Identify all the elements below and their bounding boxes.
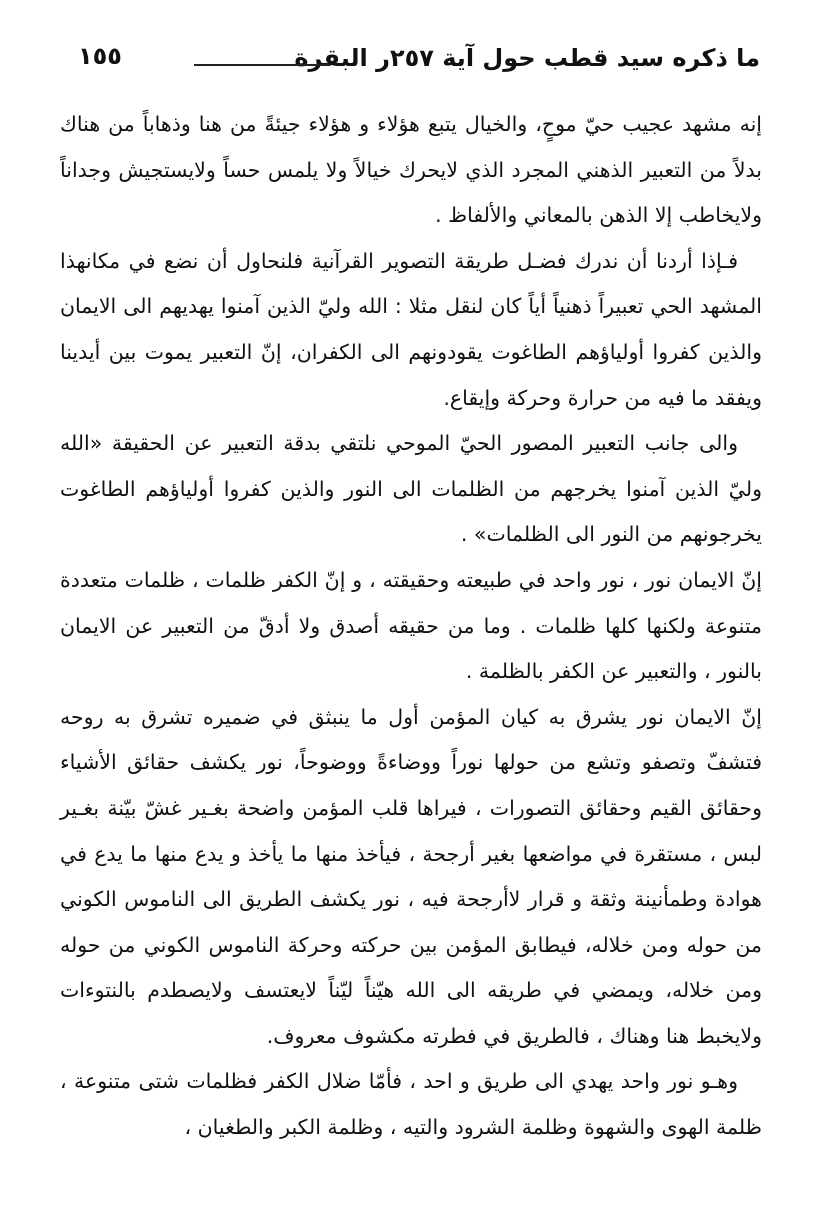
paragraph: وهـو نور واحد يهدي الى طريق و احد ، فأمّا ضلال الكفر فظلمات شتى متنوعة ، ظلمة الهوى والشهوة وظلمة الشرود والتيه ، وظلمة الكبر والطغيان ، (60, 1069, 762, 1140)
paragraph: فـإذا أردنا أن ندرك فضـل طريقة التصوير القرآنية فلنحاول أن نضع في مكانهذا المشهد الحي تعبيراً ذهنياً أياً كان لنقل مثلا : الله وليّ الذين آمنوا يهديهم الى الايمان والذين كفروا أولياؤهم الطاغوت يقودونهم الى الكفران، إنّ التعبير يموت بين أيدينا ويفقد ما فيه من حرارة وحركة وإيقاع. (60, 248, 762, 410)
paragraph: والى جانب التعبير المصور الحيّ الموحي نلتقي بدقة التعبير عن الحقيقة «الله وليّ الذين آمنوا يخرجهم من الظلمات الى النور والذين كفروا أولياؤهم الطاغوت يخرجونهم من النور الى الظلمات» . (60, 431, 762, 547)
body-text (60, 102, 762, 1151)
page-number: ١٥٥ (78, 42, 122, 70)
running-header-title: ما ذكره سيد قطب حول آية ٢٥٧ر البقرة (294, 44, 760, 72)
running-header (60, 40, 762, 80)
paragraph: إنه مشهد عجيب حيّ موحٍ، والخيال يتبع هؤلاء و هؤلاء جيئةً من هنا وذهاباً من هناك بدلاً من التعبير الذهني المجرد الذي لايحرك خيالاً ولا يلمس حساً ولايستجيش وجداناً ولايخاطب إلا الذهن بالمعاني والألفاظ . (60, 112, 762, 228)
paragraph: إنّ الايمان نور يشرق به كيان المؤمن أول ما ينبثق في ضميره تشرق به روحه فتشفّ وتصفو وتشع من حولها نوراً ووضاءةً ووضوحاً، نور يكشف حقائق الأشياء وحقائق القيم وحقائق التصورات ، فيراها قلب المؤمن واضحة بغـير غشّ بيّنة بغـير لبس ، مستقرة في مواضعها بغير أرجحة ، فيأخذ منها ما يأخذ و يدع منها ما يدع في هوادة وطمأنينة وثقة و قرار لاأرجحة فيه ، نور يكشف الطريق الى الناموس الكوني من حوله ومن خلاله، فيطابق المؤمن بين حركته وحركة الناموس الكوني من حوله ومن خلاله، ويمضي في طريقه الى الله هيّناً ليّناً لايعتسف ولايصطدم بالنتوءات ولايخبط هنا وهناك ، فالطريق في فطرته مكشوف معروف. (60, 704, 762, 1048)
paragraph: إنّ الايمان نور ، نور واحد في طبيعته وحقيقته ، و إنّ الكفر ظلمات ، ظلمات متعددة متنوعة ولكنها كلها ظلمات . وما من حقيقه أصدق ولا أدقّ من التعبير عن الايمان بالنور ، والتعبير عن الكفر بالظلمة . (60, 567, 762, 684)
header-rule (194, 64, 330, 66)
